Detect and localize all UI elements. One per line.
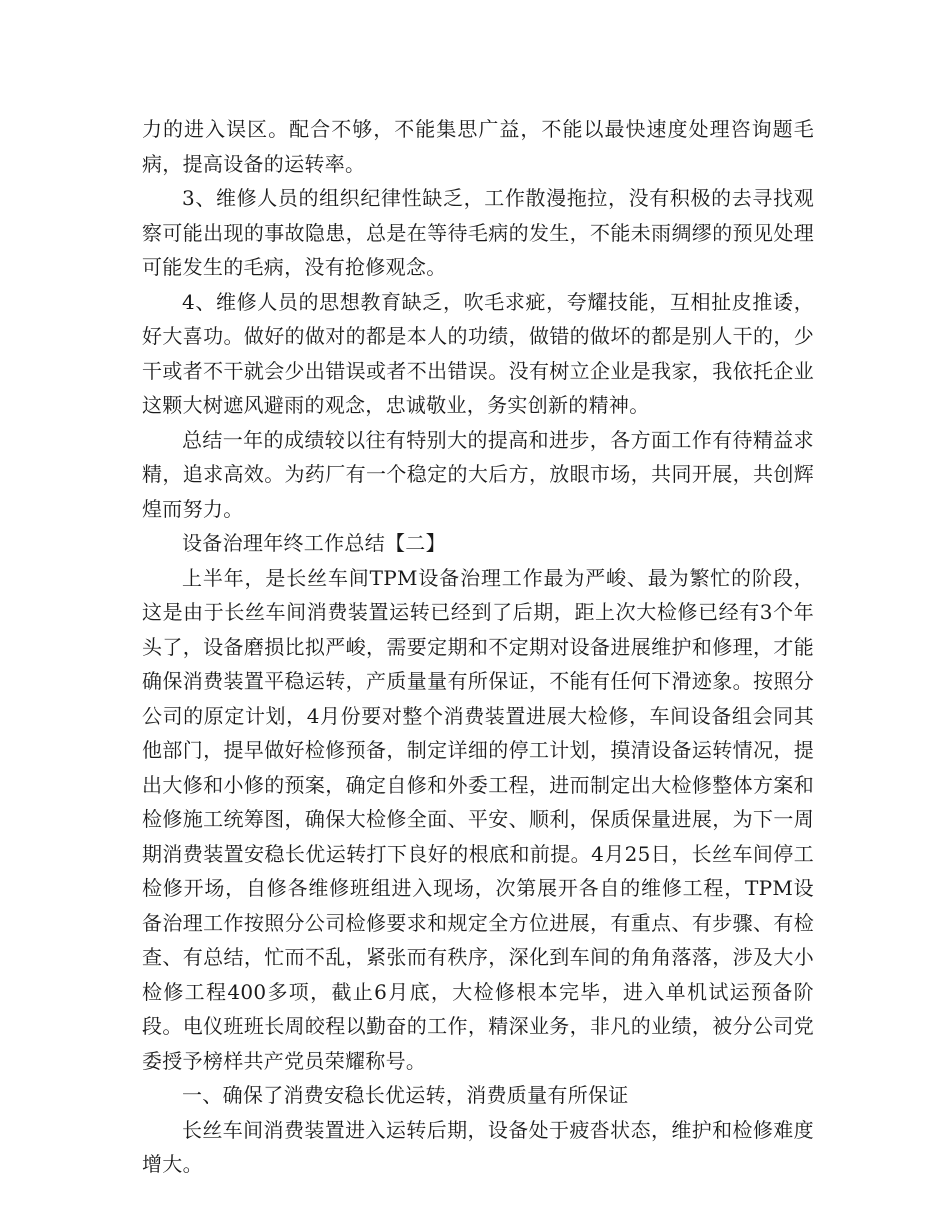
paragraph-item-3: 3、维修人员的组织纪律性缺乏，工作散漫拖拉，没有积极的去寻找观察可能出现的事故隐患，总是在等待毛病的发生，不能未雨绸缪的预见处理可能发生的毛病，没有抢修观念。 (142, 186, 814, 279)
section-heading: 设备治理年终工作总结【二】 (182, 531, 446, 555)
paragraph-production: 长丝车间消费装置进入运转后期，设备处于疲沓状态，维护和检修难度增大。 (142, 1117, 814, 1176)
document-body (142, 112, 814, 1182)
paragraph-summary: 总结一年的成绩较以往有特别大的提高和进步，各方面工作有待精益求精，追求高效。为药厂有一个稳定的大后方，放眼市场，共同开展，共创辉煌而努力。 (142, 427, 814, 521)
subsection-heading: 一、确保了消费安稳长优运转，消费质量有所保证 (182, 1083, 629, 1107)
paragraph-item-4: 4、维修人员的思想教育缺乏，吹毛求疵，夸耀技能，互相扯皮推诿，好大喜功。做好的做对的都是本人的功绩，做错的做坏的都是别人干的，少干或者不干就会少出错误或者不出错误。没有树立企业是我家，我依托企业这颗大树遮风避雨的观念，忠诚敬业，务实创新的精神。 (142, 289, 814, 417)
paragraph-first-half-year: 上半年，是长丝车间TPM设备治理工作最为严峻、最为繁忙的阶段，这是由于长丝车间消费装置运转已经到了后期，距上次大检修已经有3个年头了，设备磨损比拟严峻，需要定期和不定期对设备进展维护和修理，才能确保消费装置平稳运转，产质量量有所保证，不能有任何下滑迹象。按照分公司的原定计划，4月份要对整个消费装置进展大检修，车间设备组会同其他部门，提早做好检修预备，制定详细的停工计划，摸清设备运转情况，提出大修和小修的预案，确定自修和外委工程，进而制定出大检修整体方案和检修施工统筹图，确保大检修全面、平安、顺利，保质保量进展，为下一周期消费装置安稳长优运转打下良好的根底和前提。4月25日，长丝车间停工检修开场，自修各维修班组进入现场，次第展开各自的维修工程，TPM设备治理工作按照分公司检修要求和规定全方位进展，有重点、有步骤、有检查、有总结，忙而不乱，紧张而有秩序，深化到车间的角角落落，涉及大小检修工程400多项，截止6月底，大检修根本完毕，进入单机试运预备阶段。电仪班班长周皎程以勤奋的工作，精深业务，非凡的业绩，被分公司党委授予榜样共产党员荣耀称号。 (142, 565, 814, 1073)
paragraph-continuation: 力的进入误区。配合不够，不能集思广益，不能以最快速度处理咨询题毛病，提高设备的运转率。 (142, 117, 814, 176)
